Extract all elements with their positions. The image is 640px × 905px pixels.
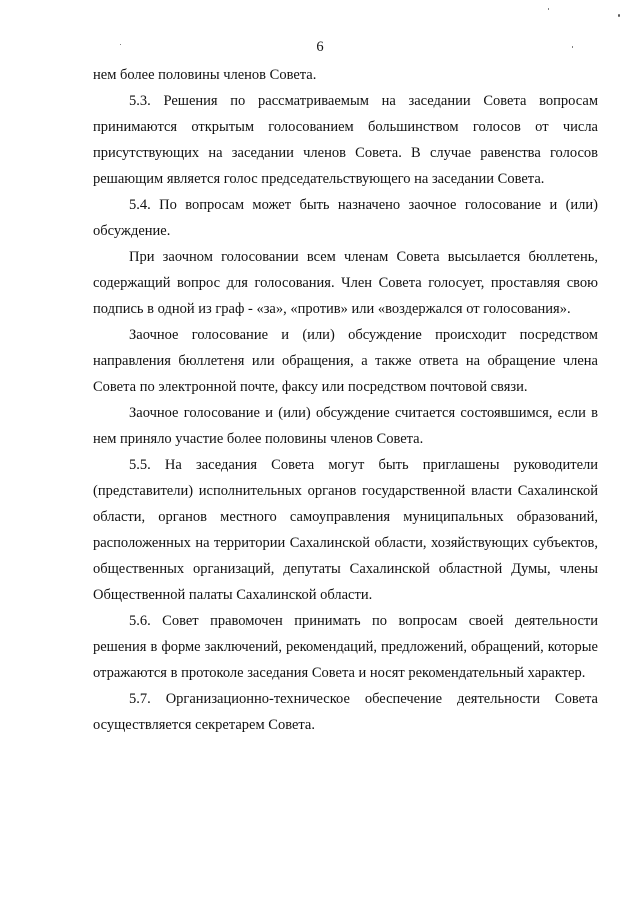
scan-speck — [618, 14, 620, 17]
scan-speck — [572, 46, 573, 48]
paragraph-5-6: 5.6. Совет правомочен принимать по вопросам своей деятельности решения в форме заключений, рекомендаций, предложений, обращений, которые отражаются в протоколе заседания Совета и носят рекомендательный характер. — [93, 613, 598, 681]
scan-speck — [548, 8, 549, 10]
paragraph-5-4: 5.4. По вопросам может быть назначено заочное голосование и (или) обсуждение. — [93, 197, 598, 239]
paragraph-absentee-quorum: Заочное голосование и (или) обсуждение считается состоявшимся, если в нем приняло участие более половины членов Совета. — [93, 405, 598, 447]
paragraph-absentee-method: Заочное голосование и (или) обсуждение происходит посредством направления бюллетеня или обращения, а также ответа на обращение члена Совета по электронной почте, факсу или посредством почтовой связи. — [93, 327, 598, 395]
scan-speck — [120, 44, 121, 45]
paragraph-5-7: 5.7. Организационно-техническое обеспечение деятельности Совета осуществляется секретарем Совета. — [93, 691, 598, 733]
document-body — [93, 62, 598, 738]
paragraph-continuation: нем более половины членов Совета. — [93, 67, 317, 83]
paragraph-5-3: 5.3. Решения по рассматриваемым на заседании Совета вопросам принимаются открытым голосованием большинством голосов от числа присутствующих на заседании членов Совета. В случае равенства голосов решающим является голос председательствующего на заседании Совета. — [93, 93, 598, 187]
page-number: 6 — [316, 39, 324, 55]
paragraph-5-5: 5.5. На заседания Совета могут быть приглашены руководители (представители) исполнительных органов государственной власти Сахалинской области, органов местного самоуправления муниципальных образований, расположенных на территории Сахалинской области, хозяйствующих субъектов, общественных организаций, депутаты Сахалинской областной Думы, члены Общественной палаты Сахалинской области. — [93, 457, 598, 603]
paragraph-absentee-ballot: При заочном голосовании всем членам Совета высылается бюллетень, содержащий вопрос для голосования. Член Совета голосует, проставляя свою подпись в одной из граф - «за», «против» или «воздержался от голосования». — [93, 249, 598, 317]
